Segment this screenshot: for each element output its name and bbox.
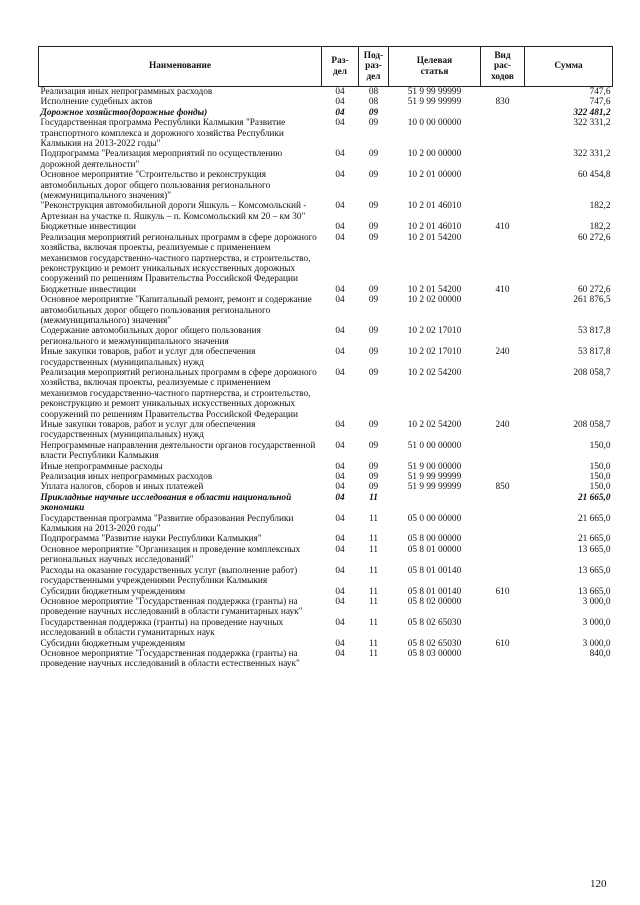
- table-row: [39, 108, 613, 118]
- row-sum: 3 000,0: [582, 638, 611, 649]
- table-row: [39, 295, 613, 326]
- row-target-article: 10 2 02 00000: [407, 295, 462, 306]
- row-name: Иные закупки товаров, работ и услуг для обеспечения государственных (муниципальных) нужд: [40, 347, 256, 368]
- row-expense-type: [481, 108, 525, 118]
- row-razdel: 04: [335, 107, 345, 118]
- row-expense-type: 610: [495, 586, 510, 597]
- row-podrazdel: 11: [369, 565, 378, 576]
- row-name: Непрограммные направления деятельности органов государственной власти Республики Калмыкия: [40, 440, 316, 462]
- row-expense-type: [481, 649, 525, 670]
- row-razdel: 04: [335, 492, 345, 503]
- table-row: [39, 639, 613, 649]
- row-razdel: 04: [335, 565, 345, 576]
- row-target-article: 05 8 03 00000: [407, 648, 462, 659]
- row-sum: 150,0: [589, 482, 611, 493]
- row-razdel: 04: [335, 472, 345, 483]
- table-row: [39, 493, 613, 514]
- table-row: [39, 285, 613, 295]
- table-row: [39, 149, 613, 170]
- row-podrazdel: 11: [369, 492, 378, 503]
- row-podrazdel: 11: [369, 544, 378, 555]
- budget-table-section: [38, 46, 612, 670]
- table-row: [39, 87, 613, 98]
- table-row: [39, 545, 613, 566]
- row-name: Основное мероприятие "Государственная поддержка (гранты) на проведение научных исследований в области гуманитарных наук": [40, 596, 303, 618]
- row-razdel: 04: [335, 638, 345, 649]
- row-target-article: 10 2 02 54200: [407, 367, 462, 378]
- row-razdel: 04: [335, 513, 345, 524]
- row-sum: 322 331,2: [573, 149, 611, 160]
- row-name: Основное мероприятие "Государственная поддержка (гранты) на проведение научных исследований в области естественных наук": [40, 648, 300, 670]
- table-row: [39, 587, 613, 597]
- row-sum: 60 272,6: [577, 232, 611, 243]
- row-podrazdel: 09: [368, 440, 379, 451]
- row-podrazdel: 09: [368, 295, 379, 306]
- row-name: Иные непрограммные расходы: [40, 461, 163, 472]
- row-sum: 322 331,2: [573, 118, 611, 129]
- row-podrazdel: 11: [369, 513, 378, 524]
- row-sum: 747,6: [589, 97, 611, 108]
- row-sum: 21 665,0: [577, 534, 611, 545]
- row-name: Основное мероприятие "Организация и проведение комплексных региональных научных исследований": [40, 544, 301, 566]
- row-target-article: [389, 493, 481, 514]
- table-header: [39, 47, 613, 87]
- table-row: [39, 420, 613, 441]
- row-razdel: 04: [335, 461, 345, 472]
- row-sum: 21 665,0: [577, 513, 611, 524]
- row-target-article: 10 2 02 17010: [407, 347, 462, 358]
- row-podrazdel: 08: [368, 97, 379, 108]
- row-podrazdel: 09: [368, 461, 379, 472]
- row-razdel: 04: [335, 222, 345, 233]
- row-expense-type: 240: [495, 347, 510, 358]
- row-expense-type: [481, 462, 525, 472]
- row-target-article: 05 8 02 00000: [407, 596, 462, 607]
- row-name: Подпрограмма "Реализация мероприятий по осуществлению дорожной деятельности": [40, 149, 283, 170]
- row-podrazdel: 09: [368, 201, 379, 212]
- table-row: [39, 118, 613, 149]
- row-razdel: 04: [335, 482, 345, 493]
- row-sum: 182,2: [589, 201, 611, 212]
- row-expense-type: 240: [495, 420, 510, 430]
- row-expense-type: [481, 618, 525, 639]
- row-expense-type: [481, 201, 525, 222]
- header-expense-type: Вид рас- ходов: [481, 47, 525, 87]
- row-name: Исполнение судебных актов: [40, 97, 153, 108]
- row-podrazdel: 11: [369, 648, 378, 659]
- row-podrazdel: 09: [368, 326, 379, 337]
- row-expense-type: [481, 87, 525, 98]
- row-expense-type: [481, 566, 525, 587]
- row-podrazdel: 09: [368, 284, 379, 295]
- row-sum: 208 058,7: [573, 420, 611, 430]
- row-razdel: 04: [335, 596, 345, 607]
- row-expense-type: [481, 534, 525, 544]
- row-podrazdel: 11: [369, 534, 378, 545]
- row-target-article: [389, 108, 481, 118]
- row-expense-type: [481, 326, 525, 347]
- row-sum: 840,0: [589, 648, 611, 659]
- row-podrazdel: 09: [368, 482, 379, 493]
- row-name: Бюджетные инвестиции: [40, 284, 136, 295]
- row-expense-type: [481, 149, 525, 170]
- row-sum: 60 454,8: [577, 170, 611, 181]
- row-sum: 747,6: [589, 87, 611, 97]
- row-target-article: 05 8 02 65030: [407, 638, 462, 649]
- row-target-article: 05 8 01 00140: [407, 586, 462, 597]
- row-expense-type: [481, 493, 525, 514]
- row-sum: 13 665,0: [577, 544, 611, 555]
- row-sum: 208 058,7: [573, 367, 611, 378]
- row-name: Государственная поддержка (гранты) на проведение научных исследований в области гуманитарных наук: [40, 617, 284, 639]
- row-expense-type: [481, 170, 525, 201]
- row-sum: 150,0: [589, 440, 611, 451]
- row-sum: 150,0: [589, 461, 611, 472]
- row-target-article: 05 8 00 00000: [407, 534, 462, 545]
- row-razdel: 04: [335, 420, 345, 430]
- row-sum: 3 000,0: [582, 617, 611, 628]
- row-podrazdel: 11: [369, 638, 378, 649]
- table-row: [39, 368, 613, 420]
- table-row: [39, 649, 613, 670]
- row-name: Реализация иных непрограммных расходов: [40, 87, 213, 97]
- row-razdel: 04: [335, 97, 345, 108]
- row-sum: 182,2: [589, 222, 611, 233]
- row-target-article: 05 8 01 00000: [407, 544, 462, 555]
- row-razdel: 04: [335, 118, 345, 129]
- row-razdel: 04: [335, 367, 345, 378]
- row-target-article: 51 9 99 99999: [407, 472, 462, 483]
- row-expense-type: [481, 233, 525, 285]
- row-target-article: 05 8 02 65030: [407, 617, 462, 628]
- row-target-article: 10 2 02 54200: [407, 420, 462, 430]
- row-razdel: 04: [335, 170, 345, 181]
- row-razdel: 04: [335, 284, 345, 295]
- row-podrazdel: 09: [368, 222, 379, 233]
- row-razdel: 04: [335, 87, 345, 97]
- row-sum: 3 000,0: [582, 596, 611, 607]
- row-target-article: 10 2 01 46010: [407, 201, 462, 212]
- row-name: Бюджетные инвестиции: [40, 222, 136, 233]
- row-expense-type: 850: [495, 482, 510, 493]
- row-target-article: 05 0 00 00000: [407, 513, 462, 524]
- table-row: [39, 347, 613, 368]
- row-target-article: 10 2 01 54200: [407, 232, 462, 243]
- row-podrazdel: 09: [368, 118, 379, 129]
- table-row: [39, 597, 613, 618]
- row-expense-type: [481, 472, 525, 482]
- row-razdel: 04: [335, 440, 345, 451]
- row-name: Реализация мероприятий региональных программ в сфере дорожного хозяйства, включая проекты, реализуемые с применением механизмов государственно-частного партнерства, и строительство, реконструкцию и ремонт уникальных искусственных дорожных сооружений по решениям Правительства Российской Федерации: [40, 367, 317, 420]
- table-row: [39, 472, 613, 482]
- row-podrazdel: 09: [368, 107, 379, 118]
- row-expense-type: 830: [495, 97, 510, 108]
- row-podrazdel: 11: [369, 586, 378, 597]
- row-target-article: 51 9 99 99999: [407, 97, 462, 108]
- row-razdel: 04: [335, 201, 345, 212]
- row-razdel: 04: [335, 648, 345, 659]
- row-expense-type: 410: [495, 222, 510, 233]
- row-expense-type: [481, 295, 525, 326]
- row-razdel: 04: [335, 347, 345, 358]
- row-expense-type: [481, 597, 525, 618]
- table-row: [39, 534, 613, 544]
- row-target-article: 51 0 00 00000: [407, 440, 462, 451]
- row-sum: 13 665,0: [577, 586, 611, 597]
- row-podrazdel: 11: [369, 596, 378, 607]
- row-sum: 60 272,6: [577, 284, 611, 295]
- row-name: Субсидии бюджетным учреждениям: [40, 586, 186, 597]
- row-name: Государственная программа "Развитие образования Республики Калмыкия на 2013-2020 годы": [40, 513, 294, 535]
- row-target-article: 10 2 01 54200: [407, 284, 462, 295]
- row-sum: 322 481,2: [573, 107, 611, 118]
- table-row: [39, 170, 613, 201]
- row-name: Подпрограмма "Развитие науки Республики Калмыкия": [40, 534, 262, 545]
- row-podrazdel: 09: [368, 170, 379, 181]
- row-name: Реализация иных непрограммных расходов: [40, 472, 213, 483]
- row-target-article: 05 8 01 00140: [407, 565, 462, 576]
- row-podrazdel: 09: [368, 420, 379, 430]
- row-podrazdel: 11: [369, 617, 378, 628]
- table-row: [39, 326, 613, 347]
- table-row: [39, 618, 613, 639]
- row-expense-type: [481, 441, 525, 462]
- row-podrazdel: 09: [368, 347, 379, 358]
- row-expense-type: [481, 514, 525, 535]
- row-name: Реализация мероприятий региональных программ в сфере дорожного хозяйства, включая проекты, реализуемые с применением механизмов государственно-частного партнерства, и строительство, реконструкцию и ремонт уникальных искусственных дорожных сооружений по решениям Правительства Российской Федерации: [40, 232, 317, 285]
- header-razdel: Раз- дел: [322, 47, 359, 87]
- row-podrazdel: 09: [368, 149, 379, 160]
- row-name: Дорожное хозяйство(дорожные фонды): [40, 107, 208, 118]
- row-name: Основное мероприятие "Капитальный ремонт, ремонт и содержание автомобильных дорог общего пользования регионального (межмуниципального) значения": [40, 295, 312, 326]
- row-expense-type: 610: [495, 638, 510, 649]
- row-expense-type: [481, 545, 525, 566]
- table-row: [39, 222, 613, 232]
- row-podrazdel: 09: [368, 232, 379, 243]
- row-razdel: 04: [335, 534, 345, 545]
- table-row: [39, 566, 613, 587]
- header-podrazdel: Под- раз- дел: [359, 47, 389, 87]
- table-row: [39, 462, 613, 472]
- row-expense-type: 410: [495, 284, 510, 295]
- row-razdel: 04: [335, 326, 345, 337]
- row-expense-type: [481, 368, 525, 420]
- row-target-article: 51 9 00 00000: [407, 461, 462, 472]
- row-podrazdel: 09: [368, 367, 379, 378]
- row-razdel: 04: [335, 544, 345, 555]
- row-target-article: 10 2 02 17010: [407, 326, 462, 337]
- table-row: [39, 441, 613, 462]
- row-expense-type: [481, 118, 525, 149]
- row-name: Основное мероприятие "Строительство и реконструкция автомобильных дорог общего пользования регионального (межмуниципального значения)": [40, 170, 271, 202]
- row-target-article: 51 9 99 99999: [407, 482, 462, 493]
- row-target-article: 10 2 00 00000: [407, 149, 462, 160]
- row-razdel: 04: [335, 232, 345, 243]
- row-name: Государственная программа Республики Калмыкия "Развитие транспортного комплекса и дорожного хозяйства Республики Калмыкия на 2013-2022 годы": [40, 118, 286, 150]
- table-row: [39, 201, 613, 222]
- page-number: 120: [590, 878, 607, 890]
- row-razdel: 04: [335, 586, 345, 597]
- row-sum: 261 876,5: [573, 295, 611, 306]
- row-sum: 53 817,8: [577, 347, 611, 358]
- table-row: [39, 514, 613, 535]
- row-podrazdel: 09: [368, 472, 379, 483]
- budget-table: [38, 46, 613, 670]
- row-target-article: 10 2 01 46010: [407, 222, 462, 233]
- row-razdel: 04: [335, 617, 345, 628]
- table-row: [39, 482, 613, 492]
- row-name: Субсидии бюджетным учреждениям: [40, 638, 186, 649]
- row-target-article: 10 2 01 00000: [407, 170, 462, 181]
- row-name: Иные закупки товаров, работ и услуг для обеспечения государственных (муниципальных) нужд: [40, 420, 256, 441]
- table-row: [39, 97, 613, 107]
- row-name: Расходы на оказание государственных услуг (выполнение работ) государственными учреждениями Республики Калмыкия: [40, 565, 298, 587]
- row-target-article: 10 0 00 00000: [407, 118, 462, 129]
- row-podrazdel: 08: [368, 87, 379, 97]
- row-sum: 53 817,8: [577, 326, 611, 337]
- row-sum: 21 665,0: [577, 492, 611, 503]
- row-razdel: 04: [335, 149, 345, 160]
- header-name: Наименование: [39, 47, 322, 87]
- row-name: Прикладные научные исследования в области национальной экономики: [40, 492, 292, 514]
- row-sum: 13 665,0: [577, 565, 611, 576]
- header-sum: Сумма: [525, 47, 613, 87]
- row-target-article: 51 9 99 99999: [407, 87, 462, 97]
- row-sum: 150,0: [589, 472, 611, 483]
- table-row: [39, 233, 613, 285]
- row-name: Содержание автомобильных дорог общего пользования регионального и межмуниципального значения: [40, 326, 261, 347]
- row-razdel: 04: [335, 295, 345, 306]
- header-target-article: Целевая статья: [389, 47, 481, 87]
- table-body: [39, 87, 613, 670]
- row-name: Уплата налогов, сборов и иных платежей: [40, 482, 204, 493]
- row-name: "Реконструкция автомобильной дороги Яшкуль – Комсомольский - Артезиан на участке п. Яшкуль – п. Комсомольский км 20 – км 30": [40, 201, 307, 222]
